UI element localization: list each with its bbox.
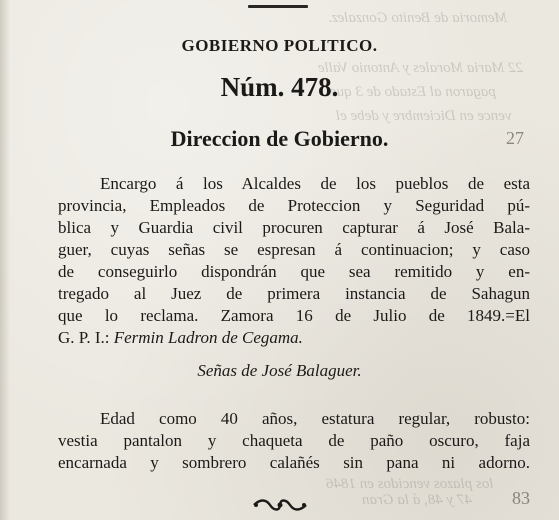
margin-number: 83 bbox=[512, 488, 530, 508]
notice-line: guer, cuyas señas se espresan á continuacion; y caso bbox=[58, 240, 530, 259]
description-line: Edad como 40 años, estatura regular, robusto: bbox=[100, 409, 530, 428]
notice-line: que lo reclama. Zamora 16 de Julio de 1849.=El bbox=[58, 306, 530, 325]
ghost-text: pagaron al Estado de 3 que bbox=[330, 84, 496, 100]
section-heading: GOBIERNO POLITICO. bbox=[181, 36, 378, 55]
margin-number: 27 bbox=[506, 128, 524, 148]
notice-line: provincia, Empleados de Proteccion y Seguridad pú- bbox=[58, 196, 530, 215]
ornament-icon bbox=[250, 498, 310, 512]
signature-line bbox=[58, 327, 530, 348]
ghost-text: los plazos vencidos en 1846 bbox=[326, 476, 494, 492]
notice-line: tregado al Juez de primera instancia de Sahagun bbox=[58, 284, 530, 303]
signature-prefix: G. P. I.: bbox=[58, 328, 110, 347]
ghost-text: Memoria de Benito Gonzalez. bbox=[328, 10, 508, 26]
top-rule bbox=[248, 5, 308, 8]
notice-line: de conseguirlo dispondrán que sea remitido y en- bbox=[58, 262, 530, 281]
office-heading: Direccion de Gobierno. bbox=[170, 126, 389, 151]
notice-line: Encargo á los Alcaldes de los pueblos de esta bbox=[100, 174, 530, 193]
description-line: vestia pantalon y chaqueta de paño oscuro, faja bbox=[58, 431, 530, 450]
signature-name: Fermin Ladron de Cegama. bbox=[113, 328, 303, 347]
description-title: Señas de José Balaguer. bbox=[197, 361, 362, 380]
notice-number: Núm. 478. bbox=[220, 72, 339, 102]
ghost-text: 22 Maria Morales y Antonio Valle bbox=[318, 60, 524, 76]
ghost-text: 47 y 48, á la Gran bbox=[362, 492, 472, 508]
notice-line: blica y Guardia civil procuren capturar á José Bala- bbox=[58, 218, 530, 237]
ghost-text: vence en Diciembre y debe el bbox=[336, 108, 512, 124]
description-line: encarnada y sombrero calañés sin pana ni adorno. bbox=[58, 453, 530, 472]
